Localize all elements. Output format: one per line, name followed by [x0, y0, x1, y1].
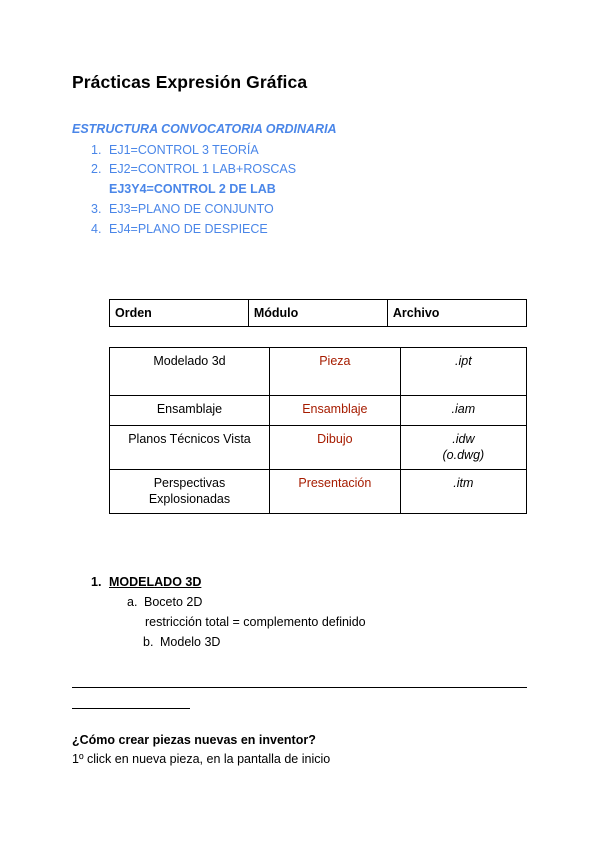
list-item: b. Modelo 3D — [143, 635, 221, 649]
cell-orden: Planos Técnicos Vista — [110, 426, 270, 470]
cell-modulo: Presentación — [269, 470, 400, 514]
modules-table — [109, 347, 527, 514]
cell-modulo: Ensamblaje — [269, 396, 400, 426]
table-row — [110, 396, 527, 426]
header-modulo: Módulo — [248, 300, 387, 327]
list-item: 2. EJ2=CONTROL 1 LAB+ROSCAS — [91, 162, 297, 176]
cell-archivo: .ipt — [400, 348, 526, 396]
divider — [72, 687, 527, 688]
table-row — [110, 348, 527, 396]
cell-archivo: .idw (o.dwg) — [400, 426, 526, 470]
list-item: 3. EJ3=PLANO DE CONJUNTO — [91, 202, 274, 216]
list-item: 1. EJ1=CONTROL 3 TEORÍA — [91, 143, 259, 157]
table-row — [110, 470, 527, 514]
cell-modulo: Dibujo — [269, 426, 400, 470]
list-item: a. Boceto 2D — [127, 595, 203, 609]
cell-orden: Ensamblaje — [110, 396, 270, 426]
divider-short — [72, 708, 190, 709]
list-item-note: restricción total = complemento definido — [145, 615, 366, 629]
estructura-heading: ESTRUCTURA CONVOCATORIA ORDINARIA — [72, 122, 337, 136]
page-title: Prácticas Expresión Gráfica — [72, 72, 308, 92]
list-item: 4. EJ4=PLANO DE DESPIECE — [91, 222, 268, 236]
table-header — [109, 299, 527, 327]
header-archivo: Archivo — [387, 300, 526, 327]
header-orden: Orden — [110, 300, 249, 327]
estructura-note: EJ3Y4=CONTROL 2 DE LAB — [109, 182, 276, 196]
cell-orden: Perspectivas Explosionadas — [110, 470, 270, 514]
cell-archivo: .iam — [400, 396, 526, 426]
cell-modulo: Pieza — [269, 348, 400, 396]
answer-text: 1º click en nueva pieza, en la pantalla de inicio — [72, 752, 331, 766]
cell-orden: Modelado 3d — [110, 348, 270, 396]
question-heading: ¿Cómo crear piezas nuevas en inventor? — [72, 733, 316, 747]
table-row — [110, 426, 527, 470]
section-heading: 1. MODELADO 3D — [91, 575, 202, 589]
cell-archivo: .itm — [400, 470, 526, 514]
